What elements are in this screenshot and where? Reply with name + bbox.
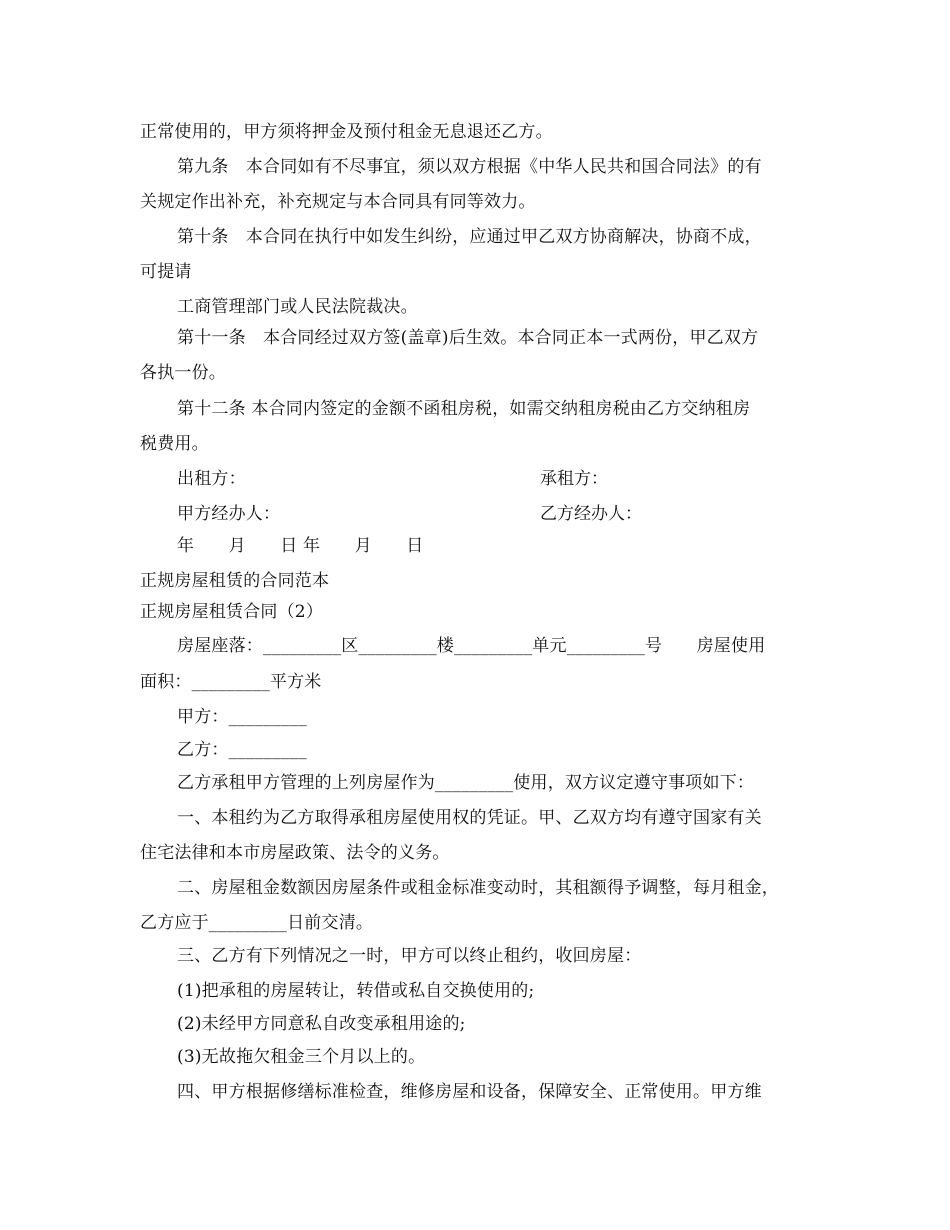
date-line: 年 月 日 年 月 日 (177, 536, 424, 556)
clause-4-line: 四、甲方根据修缮标准检查，维修房屋和设备，保障安全、正常使用。甲方维 (177, 1082, 762, 1102)
list-item: (1)把承租的房屋转让，转借或私自交换使用的; (177, 981, 535, 1001)
text-line: 税费用。 (140, 434, 209, 454)
lessee-label: 承租方： (540, 469, 608, 489)
property-location-line: 房屋座落：_________区_________楼_________单元_________号 房屋使用 (177, 636, 766, 656)
list-item: (3)无故拖欠租金三个月以上的。 (177, 1047, 426, 1067)
area-line: 面积：_________平方米 (140, 672, 322, 692)
article-12-line: 第十二条 本合同内签定的金额不函租房税，如需交纳租房税由乙方交纳租房 (177, 399, 751, 419)
text-line: 乙方承租甲方管理的上列房屋作为_________使用，双方议定遵守事项如下： (177, 773, 755, 793)
contract-subtitle: 正规房屋租赁合同（2） (140, 602, 324, 622)
article-10-line: 第十条 本合同在执行中如发生纠纷，应通过甲乙双方协商解决，协商不成， (177, 227, 762, 247)
list-item: (2)未经甲方同意私自改变承租用途的; (177, 1014, 466, 1034)
party-b-line: 乙方：_________ (177, 740, 307, 760)
party-b-agent-label: 乙方经办人： (540, 504, 642, 524)
party-a-line: 甲方：_________ (177, 707, 307, 727)
clause-3-line: 三、乙方有下列情况之一时，甲方可以终止租约，收回房屋： (177, 946, 642, 966)
article-11-line: 第十一条 本合同经过双方签(盖章)后生效。本合同正本一式两份，甲乙双方 (177, 328, 759, 348)
party-a-agent-label: 甲方经办人： (177, 504, 281, 524)
text-line: 正常使用的，甲方须将押金及预付租金无息退还乙方。 (140, 122, 553, 142)
article-9-line: 第九条 本合同如有不尽事宜，须以双方根据《中华人民共和国合同法》的有 (177, 157, 762, 177)
lessor-label: 出租方： (177, 469, 246, 489)
text-line: 工商管理部门或人民法院裁决。 (177, 297, 418, 317)
text-line: 各执一份。 (140, 363, 226, 383)
text-line: 住宅法律和本市房屋政策、法令的义务。 (140, 843, 450, 863)
clause-2-line: 二、房屋租金数额因房屋条件或租金标准变动时，其租额得予调整，每月租金， (177, 878, 779, 898)
document-title: 正规房屋租赁的合同范本 (140, 571, 330, 591)
text-line: 乙方应于_________日前交清。 (140, 913, 374, 933)
text-line: 关规定作出补充，补充规定与本合同具有同等效力。 (140, 192, 536, 212)
text-line: 可提请 (140, 262, 192, 282)
clause-1-line: 一、本租约为乙方取得承租房屋使用权的凭证。甲、乙双方均有遵守国家有关 (177, 808, 762, 828)
